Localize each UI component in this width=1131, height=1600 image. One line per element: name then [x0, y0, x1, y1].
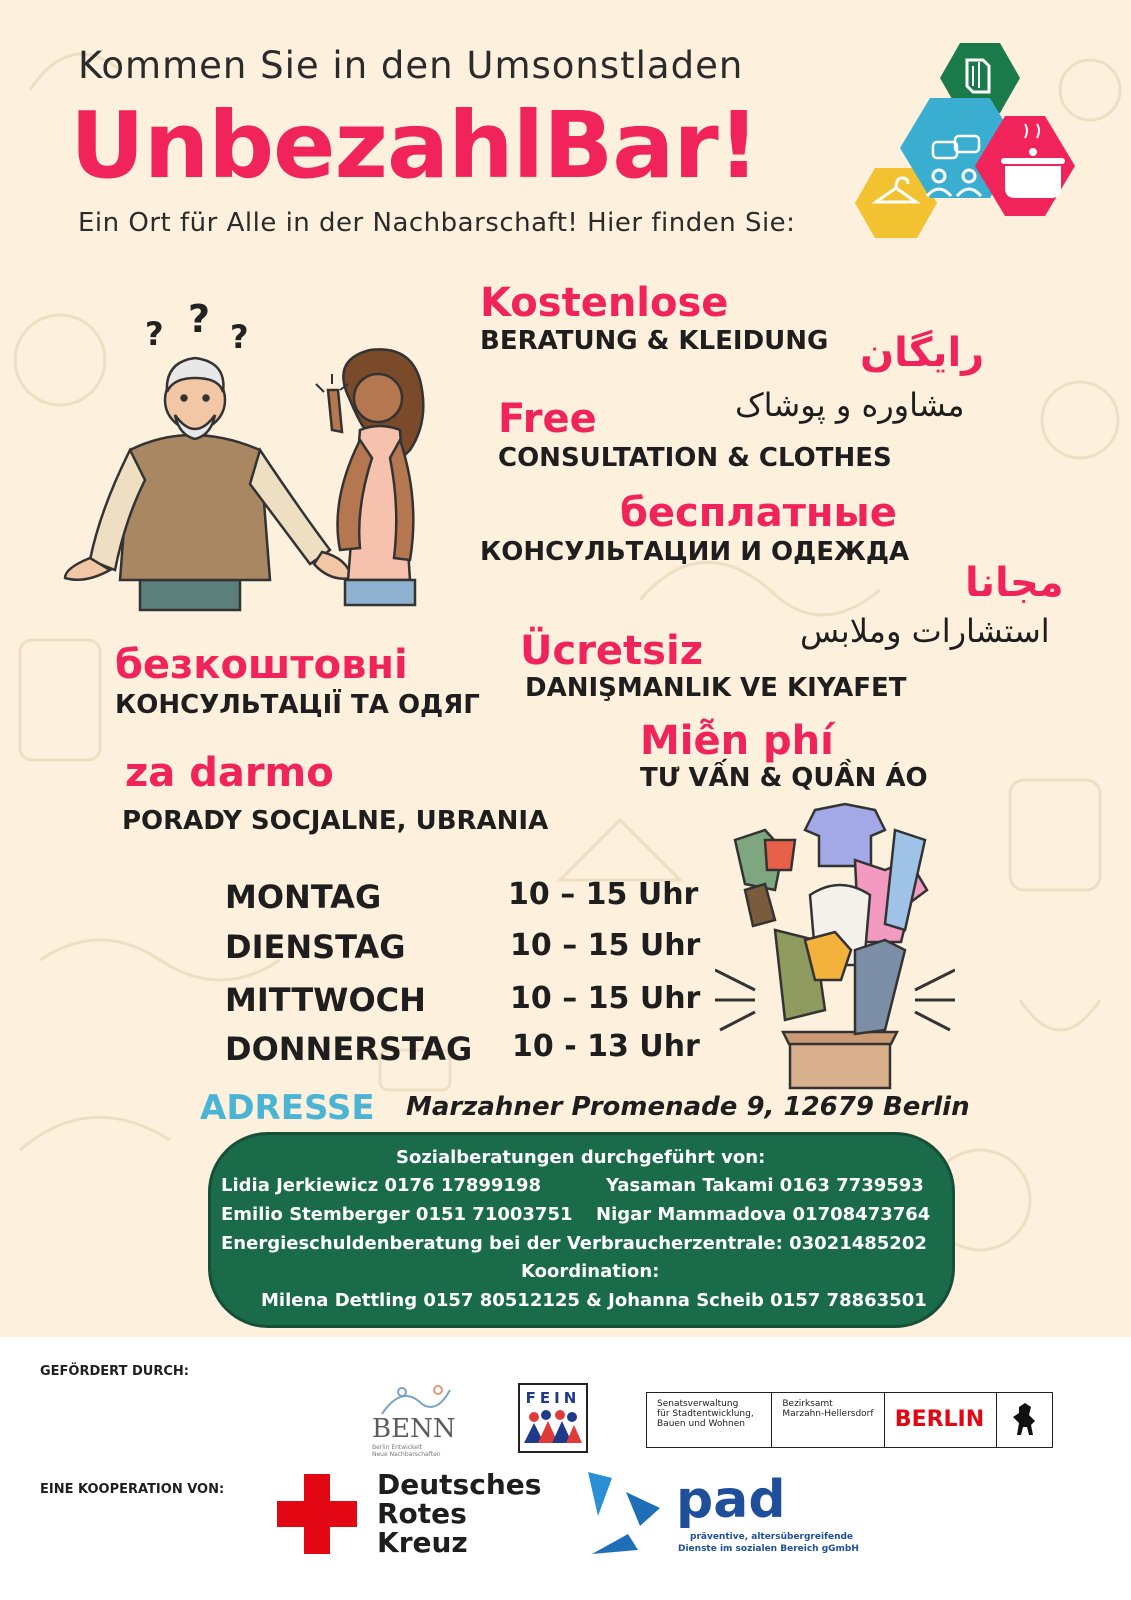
drk-line3: Kreuz	[377, 1526, 468, 1559]
schedule-hours: 10 – 15 Uhr	[510, 981, 701, 1016]
offer-en-sub: CONSULTATION & CLOTHES	[498, 443, 892, 473]
fein-people-icon	[520, 1407, 586, 1447]
schedule-day: DONNERSTAG	[225, 1030, 473, 1068]
senat-berlin-logo	[646, 1392, 1053, 1448]
contacts-heading: Sozialberatungen durchgeführt von:	[396, 1147, 766, 1168]
offer-uk-sub: КОНСУЛЬТАЦІЇ ТА ОДЯГ	[115, 690, 480, 720]
contact-entry: Nigar Mammadova 01708473764	[596, 1204, 931, 1225]
red-cross-icon	[277, 1474, 357, 1554]
offer-en-title: Free	[498, 396, 597, 442]
question-marks	[145, 300, 249, 356]
offer-ru-sub: КОНСУЛЬТАЦИИ И ОДЕЖДА	[480, 537, 910, 567]
benn-figures-icon	[372, 1384, 452, 1418]
fein-name: FEIN	[525, 1389, 581, 1407]
offer-fa-title: رایگان	[860, 330, 985, 376]
berlin-wordmark: BERLIN	[885, 1393, 997, 1447]
subtitle-line: Ein Ort für Alle in der Nachbarschaft! Hier finden Sie:	[78, 208, 796, 238]
offer-vi-title: Miễn phí	[640, 718, 834, 764]
benn-logo	[372, 1384, 456, 1458]
offer-tr-title: Ücretsiz	[520, 628, 703, 674]
coordination-heading: Koordination:	[521, 1261, 660, 1282]
offer-ru-title: бесплатные	[620, 490, 897, 536]
offer-de-sub: BERATUNG & KLEIDUNG	[480, 326, 829, 356]
drk-name	[377, 1470, 541, 1557]
page-title: UnbezahlBar!	[70, 92, 759, 199]
schedule-day: DIENSTAG	[225, 928, 406, 966]
offer-ar-title: مجانا	[965, 560, 1064, 606]
senat-line1: Senatsverwaltung	[657, 1399, 739, 1409]
contact-entry: Yasaman Takami 0163 7739593	[606, 1175, 924, 1196]
contacts-box	[208, 1132, 955, 1328]
bezirksamt-line1: Bezirksamt	[782, 1399, 833, 1409]
berlin-bear-icon	[997, 1393, 1052, 1447]
contact-entry: Emilio Stemberger 0151 71003751	[221, 1204, 573, 1225]
confused-man	[65, 358, 352, 610]
bezirksamt	[772, 1393, 884, 1447]
benn-name: BENN	[372, 1414, 456, 1444]
offer-de-title: Kostenlose	[480, 280, 729, 326]
benn-sub1: Berlin Entwickelt	[372, 1444, 423, 1451]
energy-advice: Energieschuldenberatung bei der Verbraucherzentrale: 03021485202	[221, 1233, 927, 1254]
benn-sub2: Neue Nachbarschaften	[372, 1451, 441, 1458]
funded-by-label: GEFÖRDERT DURCH:	[40, 1364, 189, 1379]
svg-text:?: ?	[188, 300, 211, 341]
senat-line2: für Stadtentwicklung,	[657, 1409, 754, 1419]
clothes-box-illustration	[715, 800, 955, 1090]
senat-department	[647, 1393, 772, 1447]
pad-sub2: Dienste im sozialen Bereich gGmbH	[678, 1544, 859, 1554]
drk-line2: Rotes	[377, 1497, 467, 1530]
coordination-contacts: Milena Dettling 0157 80512125 & Johanna Scheib 0157 78863501	[261, 1290, 927, 1311]
schedule-hours: 10 - 13 Uhr	[512, 1029, 700, 1064]
offer-tr-sub: DANIŞMANLIK VE KIYAFET	[525, 673, 907, 703]
svg-text:?: ?	[145, 315, 164, 353]
offer-uk-title: безкоштовні	[115, 642, 408, 688]
bezirksamt-line2: Marzahn-Hellersdorf	[782, 1409, 874, 1419]
offer-ar-sub: استشارات وملابس	[800, 612, 1050, 650]
pad-arrow-icon	[586, 1470, 666, 1556]
hexagon-logo	[855, 38, 1095, 248]
address-value: Marzahner Promenade 9, 12679 Berlin	[406, 1092, 970, 1122]
offer-pl-sub: PORADY SOCJALNE, UBRANIA	[122, 806, 549, 836]
schedule-hours: 10 – 15 Uhr	[508, 877, 699, 912]
fein-logo	[518, 1383, 588, 1453]
offer-pl-title: za darmo	[125, 750, 334, 796]
offer-fa-sub: مشاوره و پوشاک	[735, 386, 965, 424]
schedule-hours: 10 – 15 Uhr	[510, 928, 701, 963]
pad-name: pad	[676, 1470, 786, 1530]
bear-shape	[1007, 1399, 1041, 1439]
schedule-day: MITTWOCH	[225, 981, 426, 1019]
senat-line3: Bauen und Wohnen	[657, 1419, 746, 1429]
intro-line: Kommen Sie in den Umsonstladen	[78, 44, 744, 87]
drk-line1: Deutsches	[377, 1468, 542, 1501]
pad-sub1: präventive, altersübergreifende	[690, 1532, 854, 1542]
offer-vi-sub: TƯ VẤN & QUẦN ÁO	[640, 763, 928, 793]
contact-entry: Lidia Jerkiewicz 0176 17899198	[221, 1175, 542, 1196]
svg-text:?: ?	[230, 318, 249, 356]
people-illustration	[60, 300, 470, 620]
schedule-day: MONTAG	[225, 878, 382, 916]
cooperation-label: EINE KOOPERATION VON:	[40, 1482, 225, 1497]
address-label: ADRESSE	[200, 1088, 375, 1128]
